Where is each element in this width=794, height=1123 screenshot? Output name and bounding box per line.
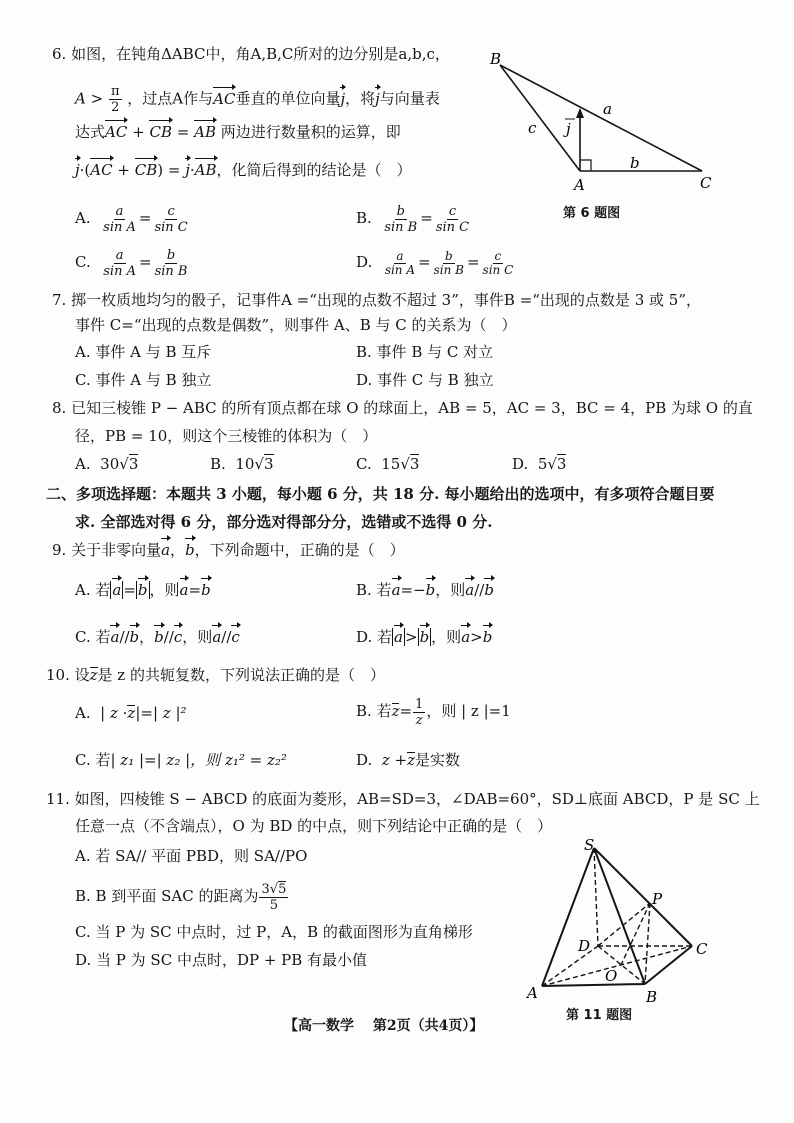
side-c (500, 65, 580, 171)
vector-j-arrowhead (576, 108, 584, 118)
q6-option-c: C. $\frac{a}{\text{sin A}}$ = $\frac{b}{\text{sin B}}$ (75, 247, 188, 279)
section2-heading-line2: 求. 全部选对得 6 分，部分选对得部分分，选错或不选得 0 分. (75, 513, 493, 531)
q11-option-c: C. 当 P 为 SC 中点时，过 P，A，B 的截面图形为直角梯形 (75, 923, 473, 941)
q10-option-c: C. 若| z₁ |=| z₂ |，则 z₁² = z₂² (75, 751, 287, 769)
label-C: C (700, 174, 712, 192)
section2-heading-line1: 二、多项选择题：本题共 3 小题，每小题 6 分，共 18 分. 每小题给出的选项中，有多项符合题目要 (46, 485, 715, 503)
label-B: B (490, 50, 502, 68)
label-b: b (630, 154, 640, 172)
q7-option-a: A. 事件 A 与 B 互斥 (75, 343, 212, 361)
edge-PB (645, 903, 650, 984)
q11-line1: 11. 如图，四棱锥 S − ABCD 的底面为菱形，AB=SD=3，∠DAB=60°，SD⊥底面 ABCD，P 是 SC 上 (46, 790, 760, 808)
edge-SC (594, 848, 692, 946)
q6-line2: A > $\frac{\pi}{2}$ ，过点A作与AC垂直的单位向量j，将j与向量表 (75, 84, 440, 115)
q8-line2: 径，PB = 10，则这个三棱锥的体积为（ ） (75, 427, 378, 445)
q9-option-d: D. 若 a > b ，则a>b (356, 628, 493, 646)
q10-option-d: D. z +z是实数 (356, 751, 460, 769)
page-footer: 【高一数学 第2页（共4页）】 (284, 1018, 484, 1034)
label-C: C (696, 940, 708, 958)
q9-option-b: B. 若a=−b，则a//b (356, 581, 494, 599)
q11-option-d: D. 当 P 为 SC 中点时，DP + PB 有最小值 (75, 951, 368, 969)
pi-over-2: $\frac{\pi}{2}$ (110, 84, 120, 115)
q11-option-a: A. 若 SA// 平面 PBD，则 SA//PO (75, 847, 308, 865)
q7-option-c: C. 事件 A 与 B 独立 (75, 371, 212, 389)
edge-DP (598, 903, 650, 946)
q6-option-a: A. $\frac{a}{\text{sin A}}$ = $\frac{c}{\text{sin C}}$ (75, 203, 188, 235)
q11-option-b: B. B 到平面 SAC 的距离为 $\frac{3√5}{5}$ (75, 881, 287, 913)
label-D: D (578, 937, 591, 955)
label-O: O (605, 967, 618, 985)
q8-option-b: B. 10√3 (210, 455, 274, 473)
side-a (500, 65, 702, 171)
q10-option-a: A. | z ·z|=| z |² (75, 704, 187, 722)
q6-line3: 达式AC + CB = AB 两边进行数量积的运算，即 (75, 123, 401, 141)
label-P: P (652, 890, 663, 908)
edge-SD (594, 848, 598, 946)
q11-pyramid-figure (520, 836, 720, 1006)
q6-line4: j·(AC + CB) = j·AB，化简后得到的结论是（ ） (75, 161, 412, 179)
edge-AB (542, 984, 645, 986)
q8-option-c: C. 15√3 (356, 455, 420, 473)
label-j: j (566, 120, 571, 138)
q8-line1: 8. 已知三棱锥 P − ABC 的所有顶点都在球 O 的球面上，AB = 5，AC = 3，BC = 4，PB 为球 O 的直 (52, 399, 753, 417)
q11-line2: 任意一点（不含端点），O 为 BD 的中点，则下列结论中正确的是（ ） (75, 817, 553, 835)
q6-number: 6. (52, 45, 67, 63)
edge-SA (542, 848, 594, 986)
label-S: S (584, 836, 595, 854)
q8-option-d: D. 5√3 (512, 455, 567, 473)
q9-option-a: A. 若 a = b ，则a=b (75, 581, 211, 599)
q7-line2: 事件 C=“出现的点数是偶数”，则事件 A、B 与 C 的关系为（ ） (75, 316, 517, 334)
q7-option-b: B. 事件 B 与 C 对立 (356, 343, 494, 361)
q10-line1: 10. 设z是 z 的共轭复数，下列说法正确的是（ ） (46, 666, 385, 684)
q6-triangle-figure (480, 48, 730, 198)
label-A: A (527, 984, 538, 1002)
q8-option-a: A. 30√3 (75, 455, 139, 473)
q9-option-c: C. 若a//b，b//c，则a//c (75, 628, 240, 646)
q6-line1: 6. 如图，在钝角ΔABC中，角A,B,C所对的边分别是a,b,c， (52, 45, 450, 63)
q6-option-d: D. $\frac{a}{\text{sin A}}$ = $\frac{b}{\text{sin B}}$ = $\frac{c}{\text{sin C}}$ (356, 248, 514, 277)
label-A: A (574, 176, 585, 194)
label-B: B (646, 988, 658, 1006)
q7-line1: 7. 掷一枚质地均匀的骰子，记事件A =“出现的点数不超过 3”，事件B =“出现的点数是 3 或 5”， (52, 291, 701, 309)
q9-line1: 9. 关于非零向量a，b，下列命题中，正确的是（ ） (52, 541, 405, 559)
label-a: a (603, 100, 612, 118)
q11-figure-caption: 第 11 题图 (566, 1008, 633, 1023)
right-angle-mark (580, 160, 591, 171)
q10-option-b: B. 若z= $\frac{1}{z}$ ，则 | z |=1 (356, 696, 511, 728)
label-c: c (528, 119, 537, 137)
q6-figure-caption: 第 6 题图 (563, 206, 621, 221)
q6-option-b: B. $\frac{b}{\text{sin B}}$ = $\frac{c}{\text{sin C}}$ (356, 203, 470, 235)
q7-option-d: D. 事件 C 与 B 独立 (356, 371, 494, 389)
